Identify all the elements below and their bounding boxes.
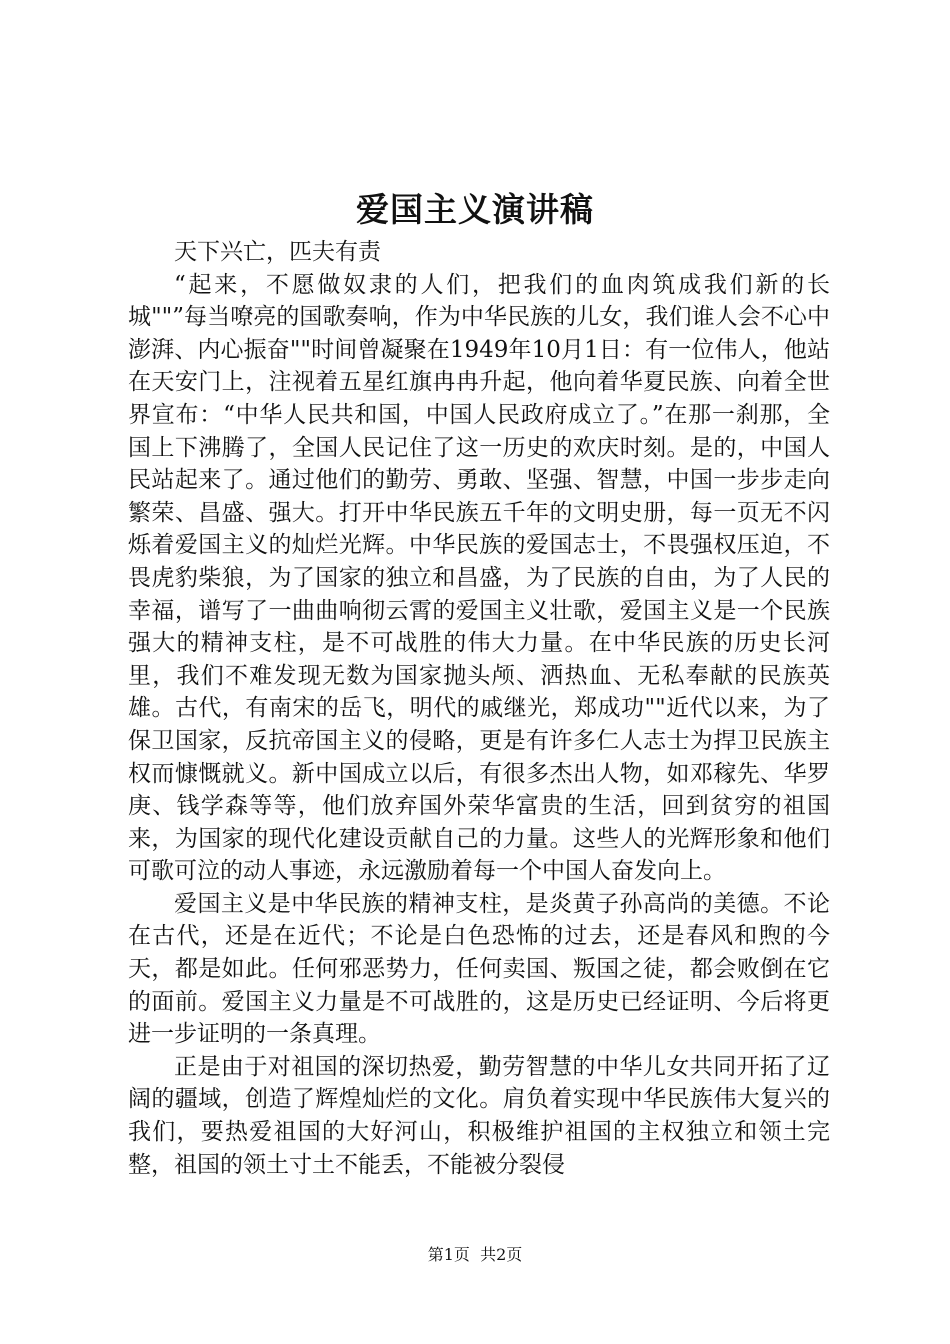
- document-body: [128, 236, 830, 1181]
- paragraph: 爱国主义是中华民族的精神支柱，是炎黄子孙高尚的美德。不论在古代，还是在近代；不论是白色恐怖的过去，还是春风和煦的今天，都是如此。任何邪恶势力，任何卖国、叛国之徒，都会败倒在它的面前。爱国主义力量是不可战胜的，这是历史已经证明、今后将更进一步证明的一条真理。: [128, 890, 830, 1048]
- page-total: 共2页: [480, 1245, 523, 1264]
- paragraph: “起来，不愿做奴隶的人们，把我们的血肉筑成我们新的长城""”每当嘹亮的国歌奏响，作为中华民族的儿女，我们谁人会不心中澎湃、内心振奋""时间曾凝聚在1949年10月1日：有一位伟人，他站在天安门上，注视着五星红旗冉冉升起，他向着华夏民族、向着全世界宣布：“中华人民共和国，中国人民政府成立了。”在那一刹那，全国上下沸腾了，全国人民记住了这一历史的欢庆时刻。是的，中国人民站起来了。通过他们的勤劳、勇敢、坚强、智慧，中国一步步走向繁荣、昌盛、强大。打开中华民族五千年的文明史册，每一页无不闪烁着爱国主义的灿烂光辉。中华民族的爱国志士，不畏强权压迫，不畏虎豹柴狼，为了国家的独立和昌盛，为了民族的自由，为了人民的幸福，谱写了一曲曲响彻云霄的爱国主义壮歌，爱国主义是一个民族强大的精神支柱，是不可战胜的伟大力量。在中华民族的历史长河里，我们不难发现无数为国家抛头颅、洒热血、无私奉献的民族英雄。古代，有南宋的岳飞，明代的戚继光，郑成功""近代以来，为了保卫国家，反抗帝国主义的侵略，更是有许多仁人志士为捍卫民族主权而慷慨就义。新中国成立以后，有很多杰出人物，如邓稼先、华罗庚、钱学森等等，他们放弃国外荣华富贵的生活，回到贫穷的祖国来，为国家的现代化建设贡献自己的力量。这些人的光辉形象和他们可歌可泣的动人事迹，永远激励着每一个中国人奋发向上。: [128, 271, 830, 885]
- paragraph-subtitle: 天下兴亡，匹夫有责: [174, 239, 381, 265]
- document-title: 爱国主义演讲稿: [356, 190, 594, 229]
- paragraph: 正是由于对祖国的深切热爱，勤劳智慧的中华儿女共同开拓了辽阔的疆域，创造了辉煌灿烂的文化。肩负着实现中华民族伟大复兴的我们，要热爱祖国的大好河山，积极维护祖国的主权独立和领土完整，祖国的领土寸土不能丢，不能被分裂侵: [128, 1053, 830, 1178]
- page-number: 第1页: [427, 1245, 470, 1264]
- footer-spacer: [470, 1245, 480, 1264]
- page-footer: [0, 1244, 950, 1266]
